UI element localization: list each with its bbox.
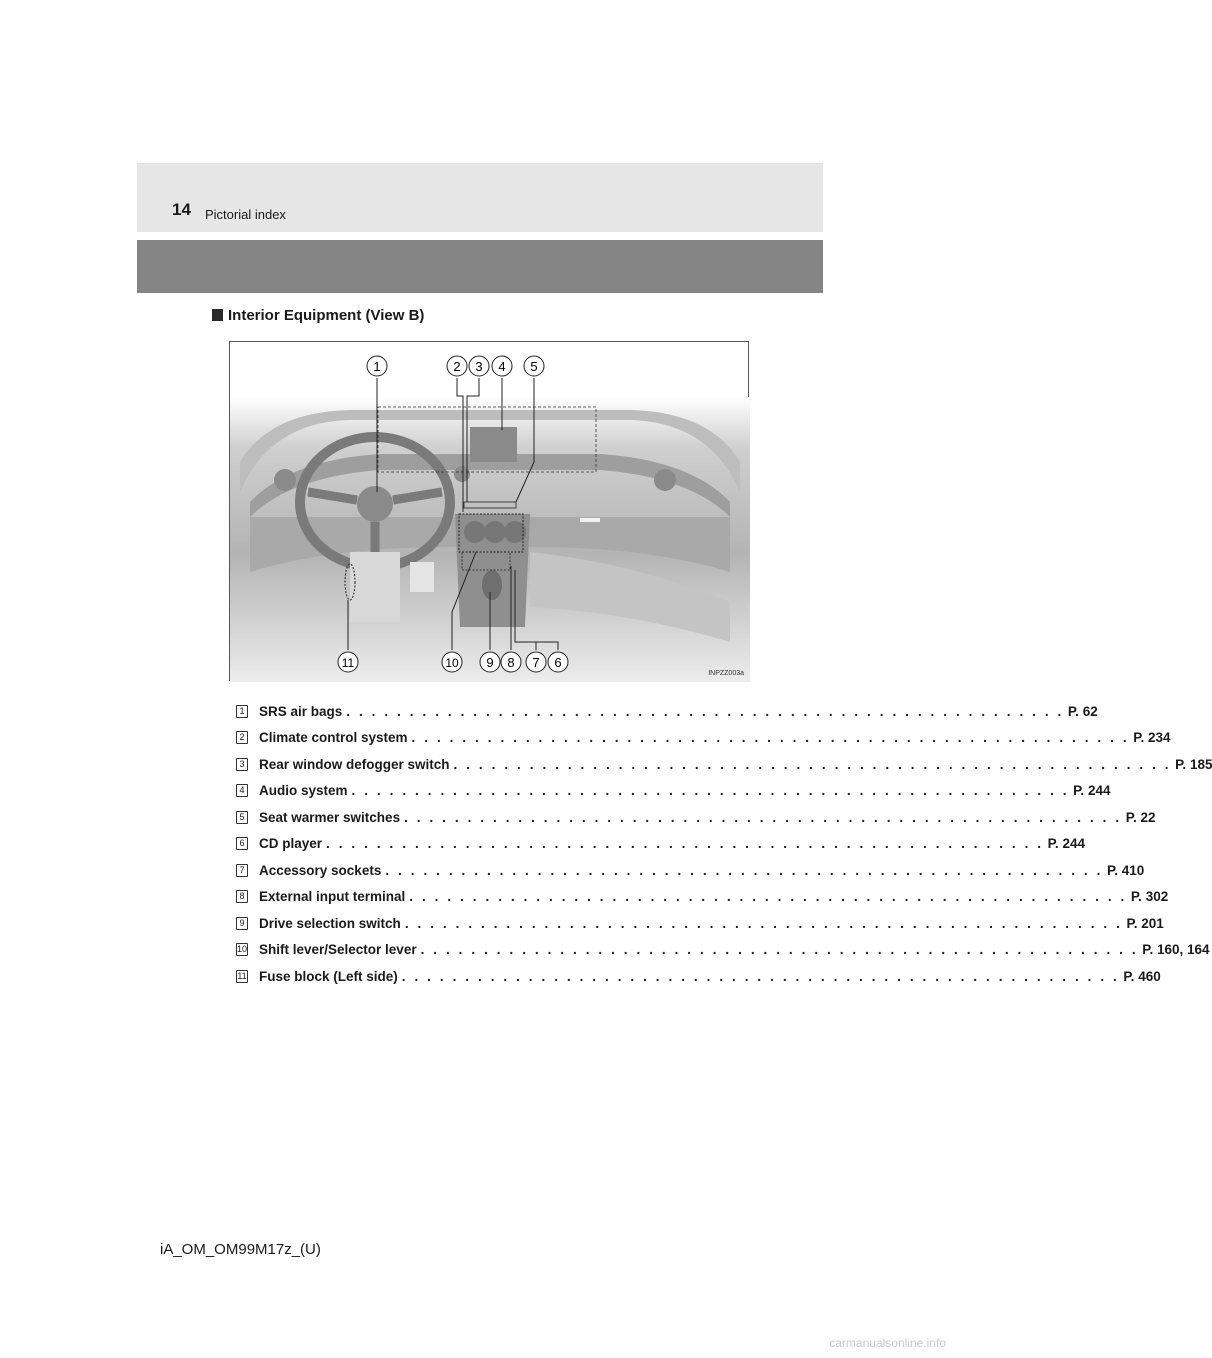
legend-list (236, 698, 1212, 990)
callout-10 (442, 652, 462, 672)
callout-5 (524, 356, 544, 376)
legend-item (236, 937, 1210, 964)
svg-text:11: 11 (341, 656, 355, 670)
leader-dots: . . . . . . . . . . . . . . . . . . . . . . . . . . . . . . . . . . . . . . . . . . . . . . . . . . . . . . . . . (404, 915, 1123, 931)
section-title: Pictorial index (205, 207, 286, 222)
item-label: Audio system (259, 783, 348, 799)
item-number: 2 (236, 731, 248, 744)
item-label: SRS air bags (259, 703, 343, 719)
item-number: 5 (236, 811, 248, 824)
legend-item (236, 778, 1111, 805)
item-label: External input terminal (259, 889, 406, 905)
legend-item (236, 857, 1145, 884)
page-reference: P. 244 (1047, 836, 1085, 852)
interior-illustration (229, 341, 749, 681)
leader-dots: . . . . . . . . . . . . . . . . . . . . . . . . . . . . . . . . . . . . . . . . . . . . . . . . . . . . . . . . . (411, 730, 1130, 746)
item-label: Seat warmer switches (259, 809, 401, 825)
svg-text:2: 2 (453, 359, 461, 374)
subsection-title: Interior Equipment (View B) (228, 307, 425, 324)
callout-1 (367, 356, 387, 376)
item-label: Rear window defogger switch (259, 756, 450, 772)
leader-dots: . . . . . . . . . . . . . . . . . . . . . . . . . . . . . . . . . . . . . . . . . . . . . . . . . . . . . . . . . (346, 703, 1064, 719)
legend-item (236, 804, 1156, 831)
svg-text:10: 10 (445, 656, 459, 670)
site-watermark[interactable]: carmanualsonline.info (829, 1336, 946, 1350)
leader-dots: . . . . . . . . . . . . . . . . . . . . . . . . . . . . . . . . . . . . . . . . . . . . . . . . . . . . . . . . . (453, 756, 1172, 772)
page-reference: P. 244 (1073, 783, 1111, 799)
page-reference: P. 185 (1175, 756, 1212, 772)
callout-3 (469, 356, 489, 376)
page-reference: P. 62 (1067, 703, 1098, 719)
svg-text:5: 5 (530, 359, 538, 374)
figure-code: INPZZ003a (708, 670, 744, 677)
svg-text:4: 4 (498, 359, 506, 374)
item-label: Accessory sockets (259, 862, 382, 878)
item-number: 11 (237, 970, 247, 981)
square-bullet-icon (212, 309, 223, 321)
item-label: Drive selection switch (259, 915, 401, 931)
legend-item (236, 910, 1164, 937)
svg-text:1: 1 (373, 359, 381, 374)
callout-11 (338, 652, 358, 672)
item-number: 3 (236, 758, 248, 771)
dashboard-drawing (230, 342, 750, 682)
page-reference: P. 410 (1106, 862, 1145, 878)
page-number: 14 (172, 200, 191, 219)
item-label: Climate control system (259, 730, 408, 746)
legend-item (236, 963, 1161, 990)
item-label: Shift lever/Selector lever (259, 942, 417, 958)
leader-dots: . . . . . . . . . . . . . . . . . . . . . . . . . . . . . . . . . . . . . . . . . . . . . . . . . . . . . . . . . (409, 889, 1127, 905)
svg-text:8: 8 (507, 655, 515, 670)
callout-9 (480, 652, 500, 672)
item-number: 1 (236, 705, 248, 718)
leader-dots: . . . . . . . . . . . . . . . . . . . . . . . . . . . . . . . . . . . . . . . . . . . . . . . . . . . . . . . . . (351, 783, 1070, 799)
legend-item (236, 751, 1212, 778)
page-reference: P. 234 (1133, 730, 1171, 746)
page-reference: P. 460 (1123, 968, 1161, 984)
page-reference: P. 201 (1126, 915, 1164, 931)
callout-7 (526, 652, 546, 672)
item-label: CD player (259, 836, 323, 852)
subsection-heading (212, 307, 424, 324)
svg-text:7: 7 (532, 655, 540, 670)
item-number: 10 (237, 944, 248, 955)
callout-2 (447, 356, 467, 376)
legend-item (236, 725, 1171, 752)
legend-item (236, 698, 1098, 725)
leader-dots: . . . . . . . . . . . . . . . . . . . . . . . . . . . . . . . . . . . . . . . . . . . . . . . . . . . . . . . . . (385, 862, 1103, 878)
section-divider-band (137, 240, 823, 293)
item-label: Fuse block (Left side) (259, 968, 398, 984)
svg-text:6: 6 (554, 655, 562, 670)
svg-text:9: 9 (486, 655, 494, 670)
callout-4 (492, 356, 512, 376)
document-code: iA_OM_OM99M17z_(U) (160, 1241, 321, 1258)
item-number: 9 (236, 917, 248, 930)
leader-dots: . . . . . . . . . . . . . . . . . . . . . . . . . . . . . . . . . . . . . . . . . . . . . . . . . . . . . . . . . (401, 968, 1120, 984)
page-reference: P. 302 (1130, 889, 1169, 905)
leader-dots: . . . . . . . . . . . . . . . . . . . . . . . . . . . . . . . . . . . . . . . . . . . . . . . . . . . . . . . . . (404, 809, 1122, 825)
callout-8 (501, 652, 521, 672)
leader-dots: . . . . . . . . . . . . . . . . . . . . . . . . . . . . . . . . . . . . . . . . . . . . . . . . . . . . . . . . . (420, 942, 1139, 958)
legend-item (236, 884, 1169, 911)
leader-dots: . . . . . . . . . . . . . . . . . . . . . . . . . . . . . . . . . . . . . . . . . . . . . . . . . . . . . . . . . (326, 836, 1044, 852)
page-reference: P. 22 (1125, 809, 1156, 825)
legend-item (236, 831, 1085, 858)
svg-text:3: 3 (475, 359, 483, 374)
item-number: 6 (236, 837, 248, 850)
page-reference: P. 160, 164 (1142, 942, 1210, 958)
item-number: 7 (236, 864, 248, 877)
item-number: 8 (236, 890, 248, 903)
callout-6 (548, 652, 568, 672)
item-number: 4 (236, 784, 248, 797)
